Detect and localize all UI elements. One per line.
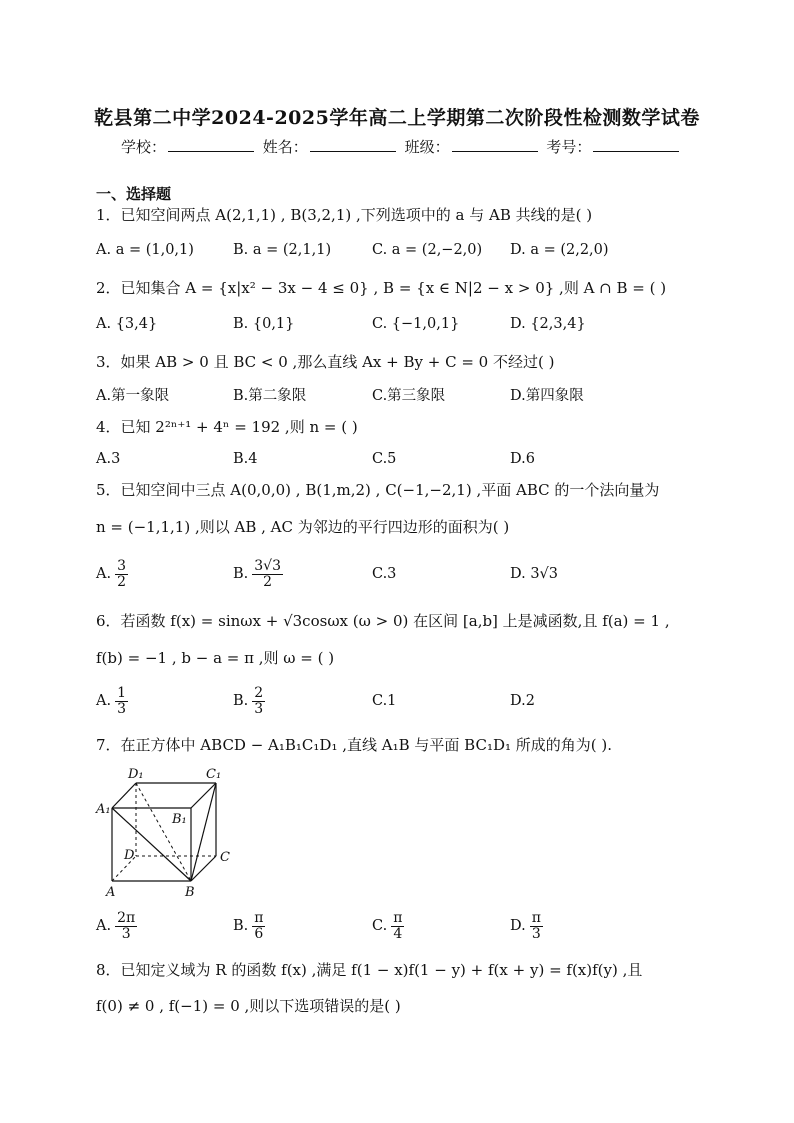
denominator: 3 (254, 700, 264, 717)
numerator: 3 (117, 557, 127, 574)
label-b: B (185, 885, 195, 900)
option-d: D.6 (510, 451, 535, 467)
option-c: C.第三象限 (372, 387, 446, 404)
option-label: B. (233, 918, 249, 934)
option-b: B. a = (2,1,1) (233, 242, 332, 258)
question-7-text: 7．在正方体中 ABCD − A₁B₁C₁D₁ ,直线 A₁B 与平面 BC₁D₁ 所成的角为( ). (96, 736, 613, 754)
option-b (233, 556, 283, 592)
question-5-options (96, 556, 716, 592)
option-d: D. {2,3,4} (510, 316, 586, 332)
option-a: A. {3,4} (96, 316, 158, 332)
number-blank (593, 137, 679, 152)
denominator: 4 (393, 925, 403, 942)
label-d: D (124, 848, 135, 863)
option-a: A.3 (96, 451, 121, 467)
fraction (530, 911, 543, 942)
class-label: 班级： (404, 138, 450, 156)
school-label: 学校： (121, 138, 167, 156)
option-label: C. (372, 918, 388, 934)
option-label: B. (233, 693, 249, 709)
class-blank (452, 137, 538, 152)
student-info (121, 136, 683, 157)
name-label: 姓名： (262, 138, 308, 156)
denominator: 3 (117, 700, 127, 717)
option-c: C. {−1,0,1} (372, 316, 460, 332)
label-c1: C₁ (206, 767, 222, 782)
option-d: D.第四象限 (510, 387, 584, 404)
line-d1b (136, 783, 191, 881)
fraction (115, 911, 137, 942)
question-6-options (96, 683, 716, 719)
option-d (510, 908, 543, 944)
option-label: A. (96, 566, 112, 582)
option-c: C.3 (372, 566, 397, 582)
numerator: 1 (117, 684, 127, 701)
denominator: 2 (263, 573, 273, 590)
option-a (96, 683, 128, 719)
numerator: π (531, 909, 541, 926)
question-1-options (96, 232, 716, 268)
question-6-text-2: f(b) = −1 , b − a = π ,则 ω = ( ) (96, 649, 335, 667)
fraction (115, 686, 128, 717)
option-label: D. (510, 918, 526, 934)
denominator: 3 (531, 925, 541, 942)
option-a (96, 908, 137, 944)
number-label: 考号： (546, 138, 592, 156)
question-5-text-2: n = (−1,1,1) ,则以 AB , AC 为邻边的平行四边形的面积为( ) (96, 518, 510, 536)
school-blank (168, 137, 254, 152)
name-blank (310, 137, 396, 152)
question-6-text-1: 6．若函数 f(x) = sinωx + √3cosωx (ω > 0) 在区间 [a,b] 上是减函数,且 f(a) = 1 , (96, 612, 670, 630)
option-a: A.第一象限 (96, 387, 170, 404)
question-5-text-1: 5．已知空间中三点 A(0,0,0) , B(1,m,2) , C(−1,−2,1) ,平面 ABC 的一个法向量为 (96, 481, 660, 499)
cube-figure (96, 763, 236, 898)
option-a: A. a = (1,0,1) (96, 242, 194, 258)
option-b: B.第二象限 (233, 387, 307, 404)
fraction (115, 559, 128, 590)
option-a (96, 556, 128, 592)
numerator: π (393, 909, 403, 926)
option-c: C.1 (372, 693, 397, 709)
option-label: A. (96, 918, 112, 934)
label-a: A (106, 885, 116, 900)
option-d: D. 3√3 (510, 566, 559, 582)
option-label: B. (233, 566, 249, 582)
option-label: A. (96, 693, 112, 709)
label-c: C (220, 850, 230, 865)
fraction (252, 911, 265, 942)
fraction (252, 686, 265, 717)
option-c: C. a = (2,−2,0) (372, 242, 483, 258)
denominator: 2 (117, 573, 127, 590)
label-a1: A₁ (96, 802, 111, 817)
line-bc1 (191, 783, 216, 881)
label-d1: D₁ (128, 767, 144, 782)
option-c (372, 908, 404, 944)
option-d: D.2 (510, 693, 535, 709)
question-8-text-1: 8．已知定义域为 R 的函数 f(x) ,满足 f(1 − x)f(1 − y) + f(x + y) = f(x)f(y) ,且 (96, 961, 643, 979)
question-3-options (96, 376, 716, 412)
page-title: 乾县第二中学2024-2025学年高二上学期第二次阶段性检测数学试卷 (94, 107, 700, 129)
cube-diagram (96, 763, 236, 898)
option-c: C.5 (372, 451, 397, 467)
question-1-text: 1．已知空间两点 A(2,1,1) , B(3,2,1) ,下列选项中的 a 与 AB 共线的是( ) (96, 206, 593, 224)
fraction (252, 559, 283, 590)
question-7-options (96, 908, 716, 944)
denominator: 6 (254, 925, 264, 942)
question-3-text: 3．如果 AB > 0 且 BC < 0 ,那么直线 Ax + By + C = 0 不经过( ) (96, 353, 555, 371)
fraction (391, 911, 404, 942)
question-4-text: 4．已知 2²ⁿ⁺¹ + 4ⁿ = 192 ,则 n = ( ) (96, 418, 358, 436)
question-2-options (96, 306, 716, 342)
option-b (233, 908, 265, 944)
numerator: 2 (254, 684, 264, 701)
edge-a1d1 (112, 783, 136, 808)
option-b (233, 683, 265, 719)
numerator: 3√3 (254, 557, 282, 574)
question-8-text-2: f(0) ≠ 0 , f(−1) = 0 ,则以下选项错误的是( ) (96, 997, 401, 1015)
option-b: B. {0,1} (233, 316, 295, 332)
option-b: B.4 (233, 451, 258, 467)
label-b1: B₁ (172, 812, 187, 827)
option-d: D. a = (2,2,0) (510, 242, 609, 258)
question-2-text: 2．已知集合 A = {x|x² − 3x − 4 ≤ 0} , B = {x ∈ N|2 − x > 0} ,则 A ∩ B = ( ) (96, 279, 667, 297)
question-4-options (96, 441, 716, 477)
numerator: π (254, 909, 264, 926)
numerator: 2π (117, 909, 136, 926)
section-heading: 一、选择题 (96, 185, 172, 203)
denominator: 3 (121, 925, 131, 942)
